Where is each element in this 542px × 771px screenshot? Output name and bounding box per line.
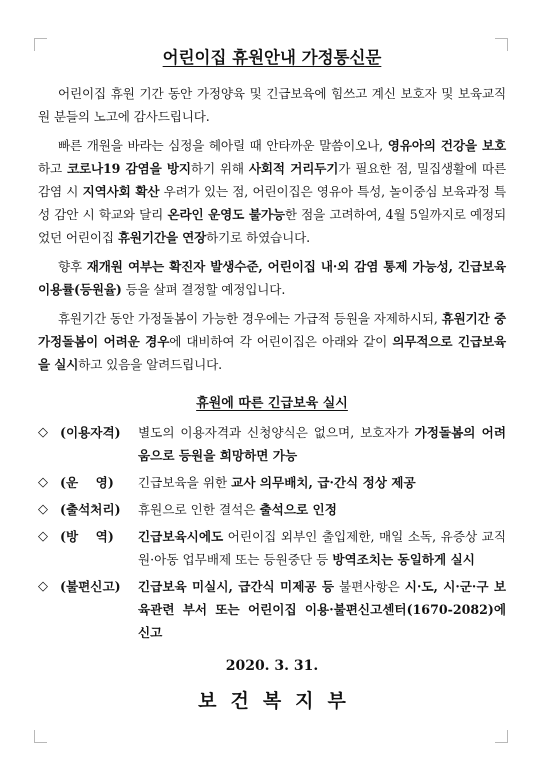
item-label: (출석처리) bbox=[60, 502, 121, 517]
item-text: 긴급보육 미실시, 급간식 미제공 등 불편사항은 시·도, 시·군·구 보육관련 부서 또는 어린이집 이용·불편신고센터(1670-2082)에 신고 bbox=[138, 579, 506, 640]
item-label: (운 영) bbox=[60, 475, 114, 490]
emergency-care-list bbox=[38, 421, 506, 644]
list-item-attendance bbox=[38, 498, 506, 521]
document-page bbox=[38, 44, 506, 713]
intro-paragraph: 어린이집 휴원 기간 동안 가정양육 및 긴급보육에 힘쓰고 계신 보호자 및 보육교직원 분들의 노고에 감사드립니다. bbox=[38, 86, 506, 124]
item-text: 긴급보육시에도 어린이집 외부인 출입제한, 매일 소독, 유증상 교직원·아동 업무배제 또는 등원중단 등 방역조치는 동일하게 실시 bbox=[138, 529, 506, 567]
list-item-operation bbox=[38, 471, 506, 494]
item-text: 별도의 이용자격과 신청양식은 없으며, 보호자가 가정돌봄의 어려움으로 등원을 희망하면 가능 bbox=[138, 425, 506, 463]
diamond-bullet-icon: ◇ bbox=[38, 579, 48, 594]
section-subtitle: 휴원에 따른 긴급보육 실시 bbox=[196, 396, 348, 411]
issuing-ministry: 보건복지부 bbox=[198, 690, 360, 712]
list-item-eligibility bbox=[38, 421, 506, 467]
item-label: (이용자격) bbox=[60, 425, 121, 440]
diamond-bullet-icon: ◇ bbox=[38, 529, 48, 544]
item-text: 휴원으로 인한 결석은 출석으로 인정 bbox=[138, 502, 337, 517]
item-text: 긴급보육을 위한 교사 의무배치, 급·간식 정상 제공 bbox=[138, 475, 416, 490]
item-label: (방 역) bbox=[60, 529, 114, 544]
list-item-quarantine bbox=[38, 525, 506, 571]
crop-mark-bottom-right bbox=[495, 730, 508, 743]
diamond-bullet-icon: ◇ bbox=[38, 475, 48, 490]
diamond-bullet-icon: ◇ bbox=[38, 502, 48, 517]
list-item-complaint bbox=[38, 575, 506, 644]
diamond-bullet-icon: ◇ bbox=[38, 425, 48, 440]
extension-paragraph: 빠른 개원을 바라는 심정을 헤아릴 때 안타까운 말씀이오나, 영유아의 건강을 보호하고 코로나19 감염을 방지하기 위해 사회적 거리두기가 필요한 점, 밀집생활에 따른 감염 시 지역사회 확산 우려가 있는 점, 어린이집은 영유아 특성, 놀이중심 보육과정 특성 감안 시 학교와 달리 온라인 운영도 불가능한 점을 고려하여, 4월 5일까지로 예정되었던 어린이집 휴원기간을 연장하기로 하였습니다. bbox=[38, 138, 507, 245]
issue-date: 2020. 3. 31. bbox=[225, 658, 319, 674]
crop-mark-bottom-left bbox=[34, 730, 47, 743]
emergency-care-paragraph: 휴원기간 동안 가정돌봄이 가능한 경우에는 가급적 등원을 자제하시되, 휴원기간 중 가정돌봄이 어려운 경우에 대비하여 각 어린이집은 아래와 같이 의무적으로 긴급보육을 실시하고 있음을 알려드립니다. bbox=[38, 311, 507, 372]
document-title: 어린이집 휴원안내 가정통신문 bbox=[162, 48, 382, 67]
reopening-paragraph: 향후 재개원 여부는 확진자 발생수준, 어린이집 내·외 감염 통제 가능성, 긴급보육 이용률(등원율) 등을 살펴 결정할 예정입니다. bbox=[38, 259, 507, 297]
item-label: (불편신고) bbox=[60, 579, 121, 594]
